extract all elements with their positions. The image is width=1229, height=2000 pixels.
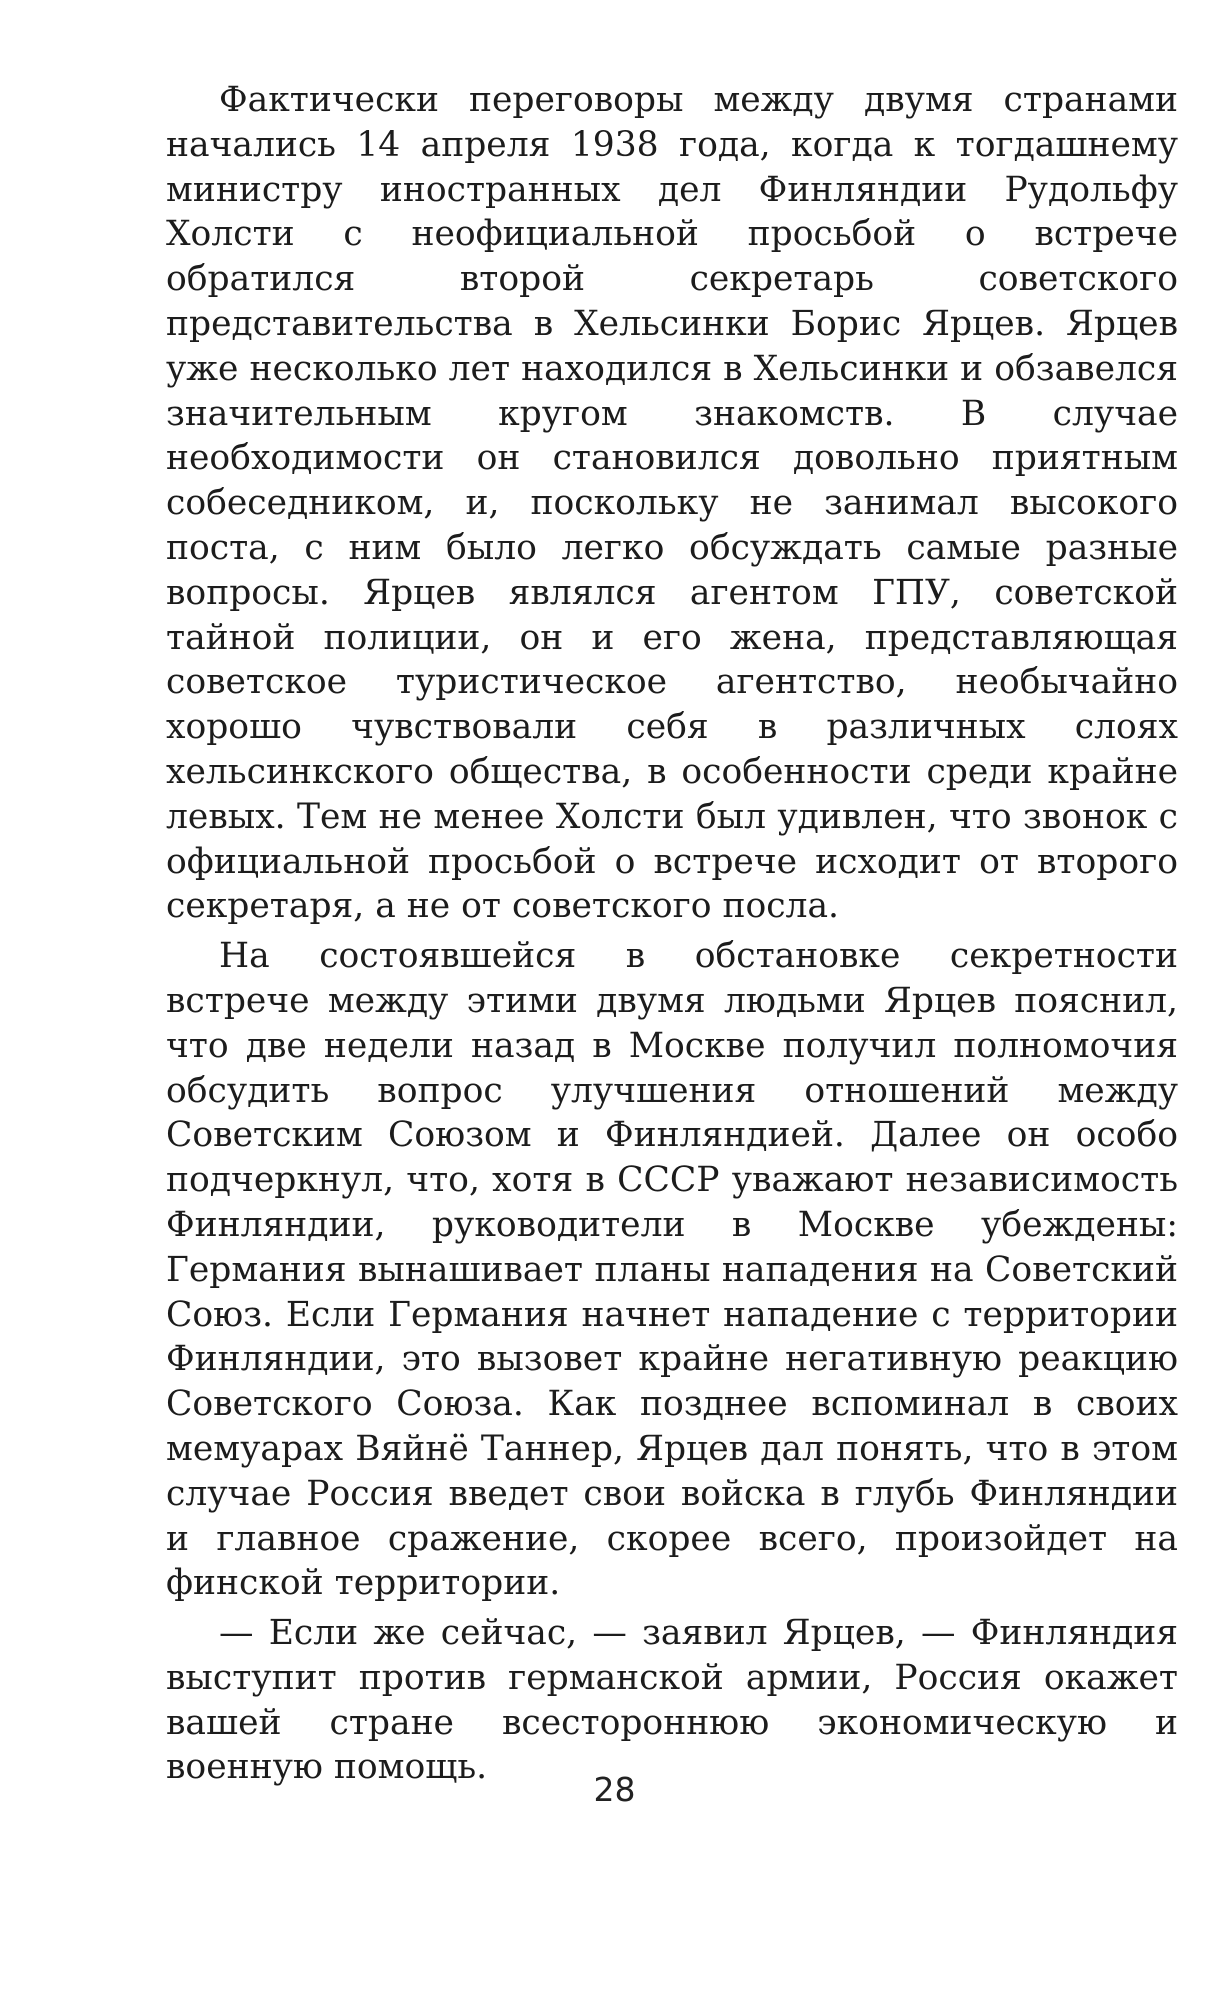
body-text	[166, 78, 1178, 1795]
paragraph-2: На состоявшейся в обстановке секретности встрече между этими двумя людьми Ярцев пояснил, что две недели назад в Москве получил полномочия обсудить вопрос улучшения отношений между Советским Союзом и Финляндией. Далее он особо подчеркнул, что, хотя в СССР уважают независимость Финляндии, руководители в Москве убеждены: Германия вынашивает планы нападения на Советский Союз. Если Германия начнет нападение с территории Финляндии, это вызовет крайне негативную реакцию Советского Союза. Как позднее вспоминал в своих мемуарах Вяйнё Таннер, Ярцев дал понять, что в этом случае Россия введет свои войска в глубь Финляндии и главное сражение, скорее всего, произойдет на финской территории.	[166, 936, 1178, 1604]
page-number: 28	[593, 1770, 636, 1809]
paragraph-1: Фактически переговоры между двумя странами начались 14 апреля 1938 года, когда к тогдашнему министру иностранных дел Финляндии Рудольфу Холсти с неофициальной просьбой о встрече обратился второй секретарь советского представительства в Хельсинки Борис Ярцев. Ярцев уже несколько лет находился в Хельсинки и обзавелся значительным кругом знакомств. В случае необходимости он становился довольно приятным собеседником, и, поскольку не занимал высокого поста, с ним было легко обсуждать самые разные вопросы. Ярцев являлся агентом ГПУ, советской тайной полиции, он и его жена, представляющая советское туристическое агентство, необычайно хорошо чувствовали себя в различных слоях хельсинкского общества, в особенности среди крайне левых. Тем не менее Холсти был удивлен, что звонок с официальной просьбой о встрече исходит от второго секретаря, а не от советского посла.	[166, 80, 1178, 927]
paragraph-3: — Если же сейчас, — заявил Ярцев, — Финляндия выступит против германской армии, Россия окажет вашей стране всестороннюю экономическую и военную помощь.	[166, 1613, 1178, 1788]
